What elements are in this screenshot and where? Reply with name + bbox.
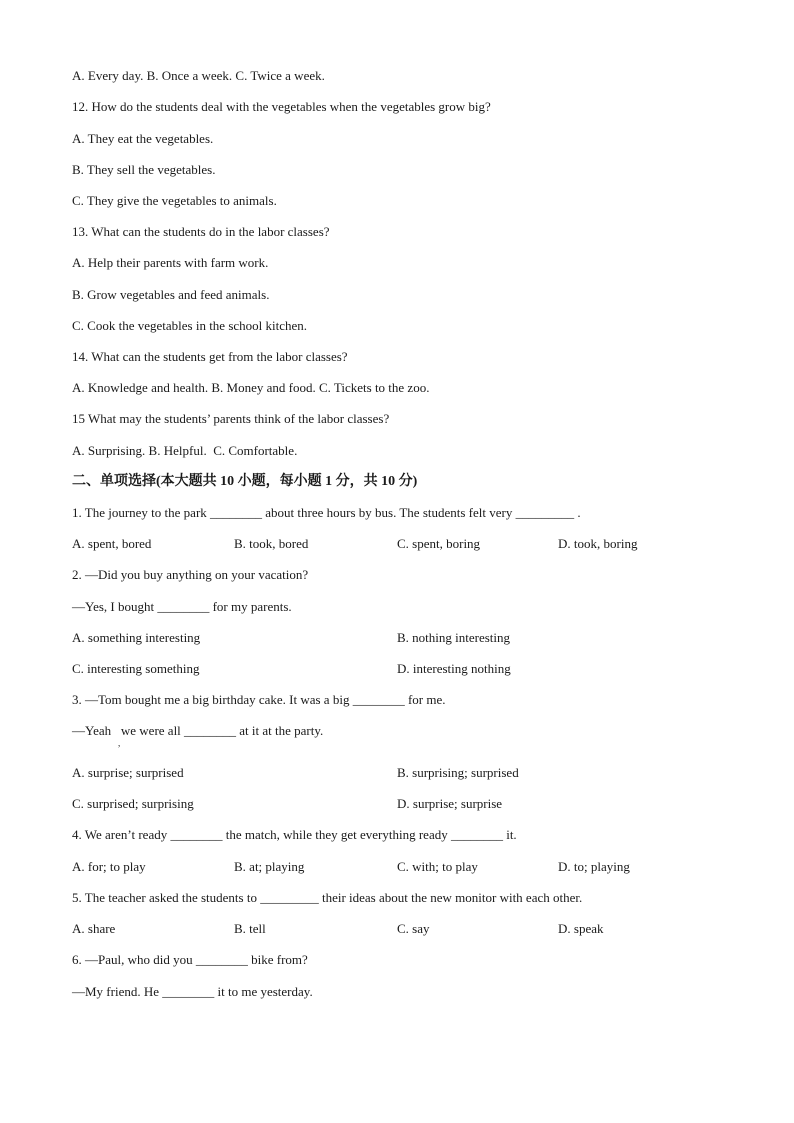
mc3-option-d: D. surprise; surprise bbox=[397, 796, 503, 811]
mc1-option-a: A. spent, bored bbox=[72, 536, 152, 551]
mc1-option-b: B. took, bored bbox=[234, 536, 309, 551]
mc6-reply: —My friend. He ________ it to me yesterday. bbox=[72, 984, 313, 999]
mc1-question: 1. The journey to the park ________ about three hours by bus. The students felt very _________ . bbox=[72, 505, 581, 520]
q13-question: 13. What can the students do in the labor classes? bbox=[72, 224, 330, 239]
mc2-question: 2. —Did you buy anything on your vacation? bbox=[72, 567, 309, 582]
mc1-option-d: D. took, boring bbox=[558, 536, 638, 551]
mc5-option-c: C. say bbox=[397, 921, 430, 936]
mc2-option-a: A. something interesting bbox=[72, 630, 201, 645]
q12-option-c: C. They give the vegetables to animals. bbox=[72, 193, 277, 208]
mc4-option-c: C. with; to play bbox=[397, 859, 478, 874]
q11-options: A. Every day. B. Once a week. C. Twice a week. bbox=[72, 68, 325, 83]
mc2-reply: —Yes, I bought ________ for my parents. bbox=[72, 599, 292, 614]
mc6-question: 6. —Paul, who did you ________ bike from? bbox=[72, 952, 308, 967]
mc3-comma-mark: , bbox=[118, 738, 121, 748]
q12-option-b: B. They sell the vegetables. bbox=[72, 162, 216, 177]
mc3-reply: —Yeah we were all ________ at it at the party. bbox=[72, 723, 324, 738]
mc3-question: 3. —Tom bought me a big birthday cake. It was a big ________ for me. bbox=[72, 692, 446, 707]
mc4-option-a: A. for; to play bbox=[72, 859, 146, 874]
q15-options: A. Surprising. B. Helpful. C. Comfortable. bbox=[72, 443, 298, 458]
section-heading: 二、单项选择(本大题共 10 小题，每小题 1 分，共 10 分) bbox=[72, 474, 418, 489]
mc5-option-b: B. tell bbox=[234, 921, 266, 936]
mc2-option-b: B. nothing interesting bbox=[397, 630, 511, 645]
mc5-option-d: D. speak bbox=[558, 921, 604, 936]
mc3-option-b: B. surprising; surprised bbox=[397, 765, 519, 780]
mc4-option-b: B. at; playing bbox=[234, 859, 305, 874]
q13-option-a: A. Help their parents with farm work. bbox=[72, 255, 269, 270]
q12-question: 12. How do the students deal with the vegetables when the vegetables grow big? bbox=[72, 99, 491, 114]
mc4-question: 4. We aren’t ready ________ the match, while they get everything ready ________ it. bbox=[72, 827, 517, 842]
q13-option-b: B. Grow vegetables and feed animals. bbox=[72, 287, 270, 302]
mc1-option-c: C. spent, boring bbox=[397, 536, 481, 551]
q15-question: 15 What may the students’ parents think of the labor classes? bbox=[72, 411, 390, 426]
mc2-option-d: D. interesting nothing bbox=[397, 661, 511, 676]
q12-option-a: A. They eat the vegetables. bbox=[72, 131, 214, 146]
q13-option-c: C. Cook the vegetables in the school kitchen. bbox=[72, 318, 308, 333]
mc3-option-a: A. surprise; surprised bbox=[72, 765, 184, 780]
q14-options: A. Knowledge and health. B. Money and food. C. Tickets to the zoo. bbox=[72, 380, 430, 395]
mc5-question: 5. The teacher asked the students to _________ their ideas about the new monitor with each other. bbox=[72, 890, 583, 905]
mc2-option-c: C. interesting something bbox=[72, 661, 200, 676]
mc4-option-d: D. to; playing bbox=[558, 859, 630, 874]
mc5-option-a: A. share bbox=[72, 921, 116, 936]
mc3-option-c: C. surprised; surprising bbox=[72, 796, 194, 811]
q14-question: 14. What can the students get from the labor classes? bbox=[72, 349, 348, 364]
